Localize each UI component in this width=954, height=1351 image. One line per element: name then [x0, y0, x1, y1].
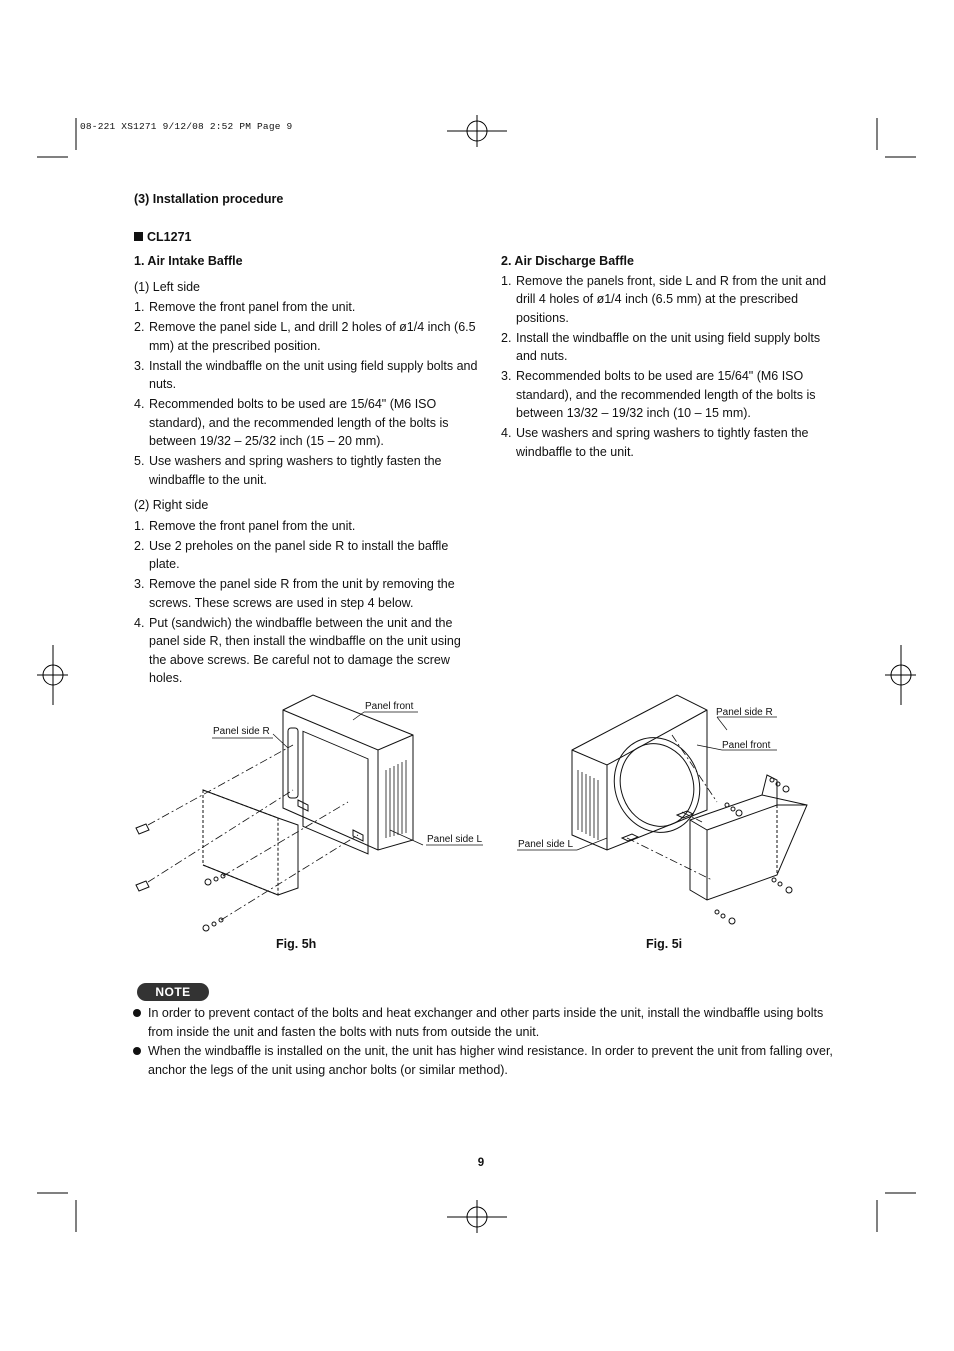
- note-list: [133, 1004, 833, 1080]
- step-text: Remove the front panel from the unit.: [149, 300, 356, 314]
- note-item: [133, 1042, 833, 1079]
- step-number: 4.: [501, 426, 512, 440]
- step-text: Remove the front panel from the unit.: [149, 518, 356, 533]
- note-text: When the windbaffle is installed on the unit, the unit has higher wind resistance. In order to prevent the unit from falling over, anchor the legs of the unit using anchor bolts (or similar method).: [148, 1044, 833, 1077]
- air-discharge-title: 2. Air Discharge Baffle: [501, 254, 634, 268]
- step-number: 2.: [134, 538, 145, 553]
- step-number: 5.: [134, 454, 145, 468]
- section-heading: (3) Installation procedure: [134, 192, 284, 206]
- step-text: Recommended bolts to be used are 15/64" (M6 ISO standard), and the recommended length of the bolts is between 19/32 – 25/32 inch (15 – 20 mm).: [149, 397, 449, 448]
- step-text: Use washers and spring washers to tightly fasten the windbaffle to the unit.: [516, 426, 809, 459]
- step-number: 4.: [134, 397, 145, 411]
- step-text: Remove the panel side R from the unit by removing the screws. These screws are used in step 4 below.: [149, 577, 455, 610]
- step-number: 2.: [134, 320, 145, 334]
- step-text: Recommended bolts to be used are 15/64" (M6 ISO standard), and the recommended length of the bolts is between 13/32 – 19/32 inch (10 – 15 mm).: [516, 369, 816, 420]
- left-column: [134, 252, 479, 689]
- fig5h-label-panel-side-l: Panel side L: [427, 834, 483, 845]
- fig5h-caption: Fig. 5h: [276, 937, 317, 951]
- step-number: 2.: [501, 330, 512, 345]
- square-bullet-icon: [134, 232, 143, 241]
- step-text: Remove the panel side L, and drill 2 holes of ø1/4 inch (6.5 mm) at the prescribed position.: [149, 320, 476, 353]
- left-side-steps: [134, 298, 479, 489]
- step-item: [134, 575, 479, 612]
- note-text: In order to prevent contact of the bolts and heat exchanger and other parts inside the unit, install the windbaffle using bolts from inside the unit and fasten the bolts with nuts from outside the unit.: [148, 1006, 824, 1039]
- step-text: Use washers and spring washers to tightly fasten the windbaffle to the unit.: [149, 454, 442, 487]
- figure-5h: [128, 690, 493, 940]
- step-item: [134, 452, 479, 489]
- note-item: [133, 1004, 833, 1041]
- step-item: [134, 537, 479, 574]
- step-item: [134, 395, 479, 451]
- bullet-icon: [133, 1047, 141, 1055]
- fig5i-label-panel-side-r: Panel side R: [716, 707, 773, 718]
- right-side-label: (2) Right side: [134, 498, 209, 512]
- step-number: 4.: [134, 615, 145, 630]
- step-item: [501, 424, 831, 461]
- figure-5i: [512, 690, 812, 940]
- left-side-label: (1) Left side: [134, 279, 201, 294]
- step-text: Use 2 preholes on the panel side R to install the baffle plate.: [149, 538, 449, 571]
- step-number: 3.: [134, 358, 145, 373]
- step-item: [134, 318, 479, 355]
- model-heading: [134, 228, 191, 247]
- fig5h-label-panel-side-r: Panel side R: [213, 726, 270, 737]
- step-text: Put (sandwich) the windbaffle between the unit and the panel side R, then install the windbaffle on the unit using the above screws. Be careful not to damage the screw holes.: [149, 615, 461, 685]
- note-badge: NOTE: [137, 983, 209, 1001]
- fig5i-caption: Fig. 5i: [646, 937, 683, 951]
- step-text: Install the windbaffle on the unit using field supply bolts and nuts.: [149, 358, 478, 391]
- step-item: [134, 298, 479, 317]
- air-intake-title: 1. Air Intake Baffle: [134, 254, 243, 268]
- step-item: [134, 357, 479, 394]
- step-text: Remove the panels front, side L and R from the unit and drill 4 holes of ø1/4 inch (6.5 mm) at the prescribed positions.: [516, 273, 827, 325]
- step-item: [501, 272, 831, 328]
- step-text: Install the windbaffle on the unit using field supply bolts and nuts.: [516, 330, 821, 363]
- fig5h-label-panel-front: Panel front: [365, 701, 414, 712]
- step-number: 1.: [501, 273, 512, 288]
- page-number: 9: [477, 1157, 485, 1169]
- step-item: [501, 367, 831, 423]
- bullet-icon: [133, 1009, 141, 1017]
- step-item: [134, 517, 479, 536]
- step-number: 1.: [134, 300, 145, 314]
- step-number: 3.: [501, 369, 512, 383]
- fig5i-label-panel-side-l: Panel side L: [518, 839, 574, 850]
- step-item: [501, 329, 831, 366]
- model-label: CL1271: [147, 230, 192, 244]
- print-slug: 08-221 XS1271 9/12/08 2:52 PM Page 9: [80, 121, 293, 132]
- right-column: [501, 252, 831, 463]
- right-side-steps: [134, 517, 479, 688]
- discharge-steps: [501, 272, 831, 462]
- step-item: [134, 614, 479, 688]
- step-number: 3.: [134, 577, 145, 591]
- step-number: 1.: [134, 518, 145, 533]
- fig5i-label-panel-front: Panel front: [722, 740, 771, 751]
